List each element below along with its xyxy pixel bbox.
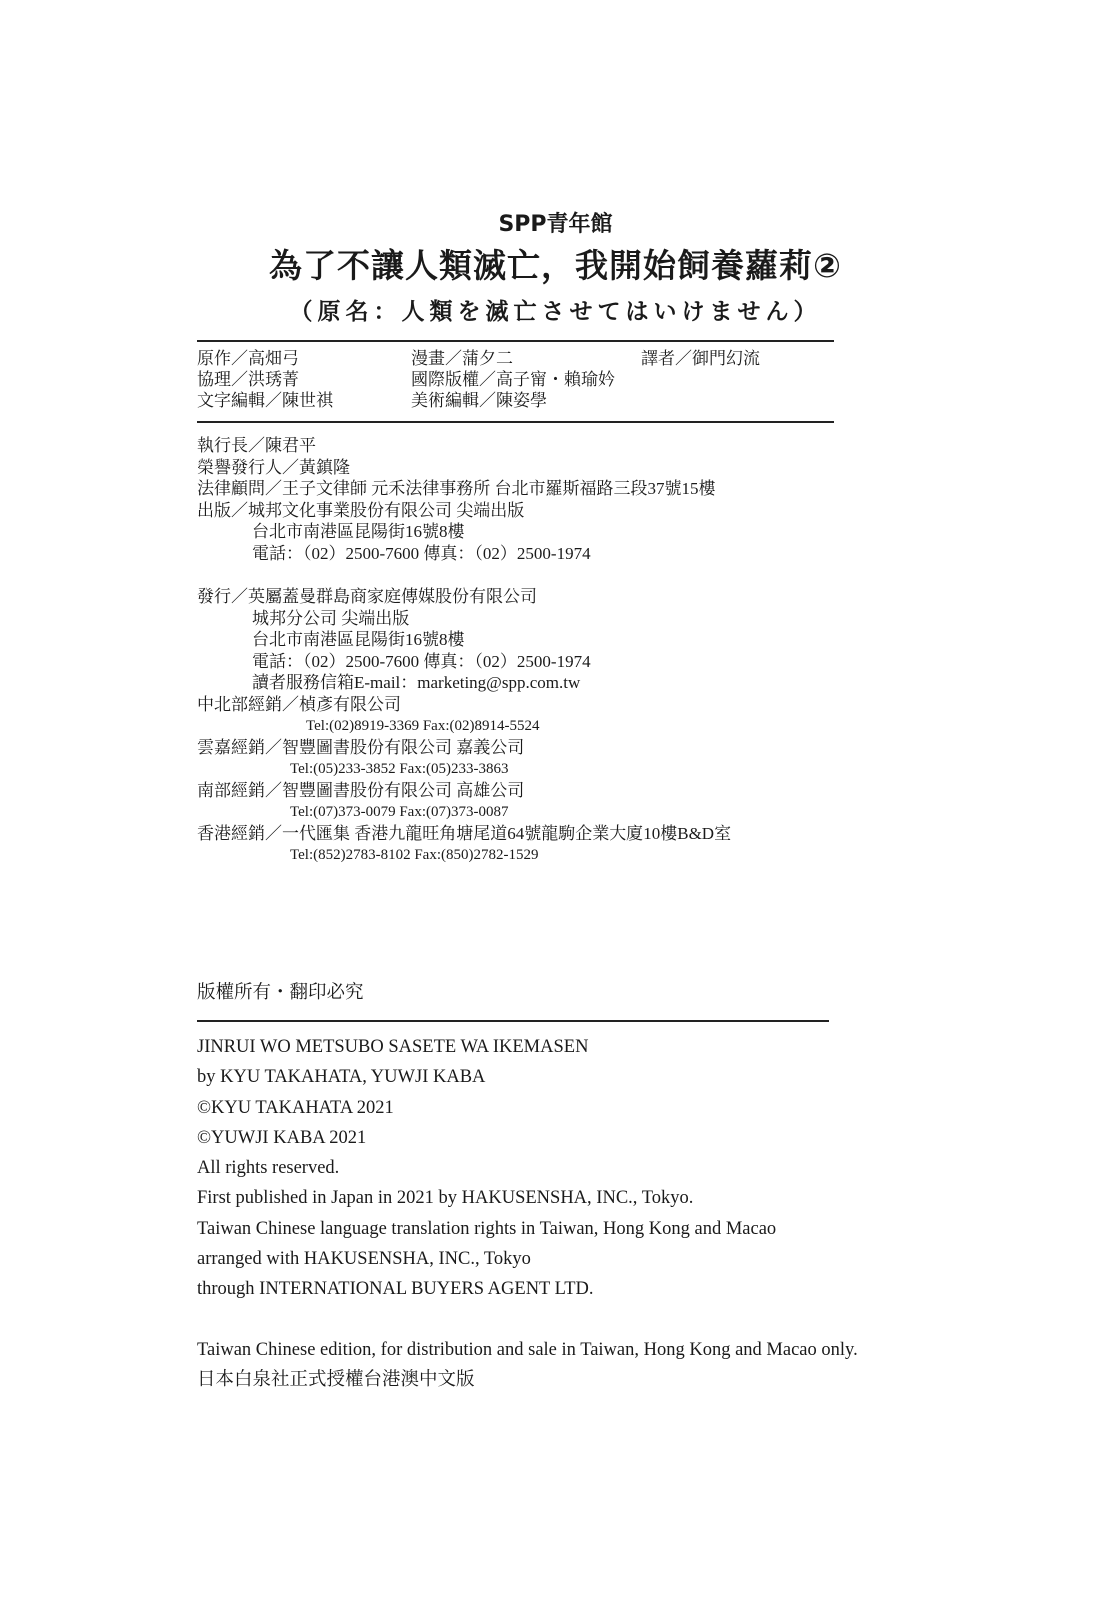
reader-service-email: 讀者服務信箱E-mail：marketing@spp.com.tw: [252, 673, 581, 692]
copyright-line: [197, 1305, 858, 1335]
issuer-line: 發行／英屬蓋曼群島商家庭傳媒股份有限公司: [197, 587, 537, 606]
credit-international-rights: 國際版權／高子甯・賴瑜妗: [411, 370, 615, 389]
credit-original-author: 原作／高畑弓: [197, 349, 299, 368]
copyright-line: 日本白泉社正式授權台港澳中文版: [197, 1370, 475, 1391]
copyright-block: [197, 1032, 858, 1396]
credit-text-editor: 文字編輯／陳世祺: [197, 391, 333, 410]
honorary-publisher-line: 榮譽發行人／黃鎮隆: [197, 458, 350, 477]
divider: [197, 421, 834, 423]
copyright-line: Taiwan Chinese edition, for distribution and sale in Taiwan, Hong Kong and Macao only.: [197, 1339, 858, 1360]
publishing-line: 出版／城邦文化事業股份有限公司 尖端出版: [197, 501, 525, 520]
copyright-line: JINRUI WO METSUBO SASETE WA IKEMASEN: [197, 1037, 589, 1057]
copyright-line: through INTERNATIONAL BUYERS AGENT LTD.: [197, 1279, 594, 1300]
chiayi-distributor-contact: Tel:(05)233-3852 Fax:(05)233-3863: [290, 761, 509, 777]
copyright-line: ©KYU TAKAHATA 2021: [197, 1097, 394, 1118]
divider: [197, 1020, 829, 1022]
south-distributor-contact: Tel:(07)373-0079 Fax:(07)373-0087: [290, 804, 509, 820]
divider: [197, 340, 834, 342]
credit-manga: 漫畫／蒲夕二: [411, 349, 513, 368]
north-distributor-contact: Tel:(02)8919-3369 Fax:(02)8914-5524: [306, 718, 540, 734]
legal-counsel-line: 法律顧問／王子文律師 元禾法律事務所 台北市羅斯福路三段37號15樓: [197, 479, 716, 498]
distribution-address: 台北市南港區昆陽街16號8樓: [252, 630, 465, 649]
copyright-line: ©YUWJI KABA 2021: [197, 1127, 367, 1148]
hongkong-distributor-contact: Tel:(852)2783-8102 Fax:(850)2782-1529: [290, 847, 539, 863]
branch-line: 城邦分公司 尖端出版: [252, 609, 410, 628]
ceo-line: 執行長／陳君平: [197, 436, 316, 455]
chiayi-distributor: 雲嘉經銷／智豐圖書股份有限公司 嘉義公司: [197, 738, 525, 757]
copyright-line: Taiwan Chinese language translation rights in Taiwan, Hong Kong and Macao: [197, 1218, 777, 1239]
book-title: 為了不讓人類滅亡，我開始飼養蘿莉②: [269, 246, 842, 285]
copyright-line: All rights reserved.: [197, 1158, 340, 1179]
publishing-phone: 電話：（02）2500-7600 傳真：（02）2500-1974: [252, 544, 591, 563]
publishing-address: 台北市南港區昆陽街16號8樓: [252, 522, 465, 541]
copyright-line: by KYU TAKAHATA, YUWJI KABA: [197, 1067, 486, 1088]
original-title: （原名：人類を滅亡させてはいけません）: [289, 299, 822, 325]
north-distributor: 中北部經銷／楨彥有限公司: [197, 695, 401, 714]
copyright-line: First published in Japan in 2021 by HAKUSENSHA, INC., Tokyo.: [197, 1188, 694, 1209]
copyright-line: arranged with HAKUSENSHA, INC., Tokyo: [197, 1249, 531, 1270]
hongkong-distributor: 香港經銷／一代匯集 香港九龍旺角塘尾道64號龍駒企業大廈10樓B&D室: [197, 824, 732, 843]
credit-translator: 譯者／御門幻流: [641, 349, 760, 368]
rights-notice: 版權所有・翻印必究: [197, 983, 364, 1003]
distribution-phone: 電話：（02）2500-7600 傳真：（02）2500-1974: [252, 652, 591, 671]
credit-coordination: 協理／洪琇菁: [197, 370, 299, 389]
south-distributor: 南部經銷／智豐圖書股份有限公司 高雄公司: [197, 781, 525, 800]
imprint-label: SPP青年館: [498, 212, 613, 237]
credit-art-editor: 美術編輯／陳姿學: [411, 391, 547, 410]
